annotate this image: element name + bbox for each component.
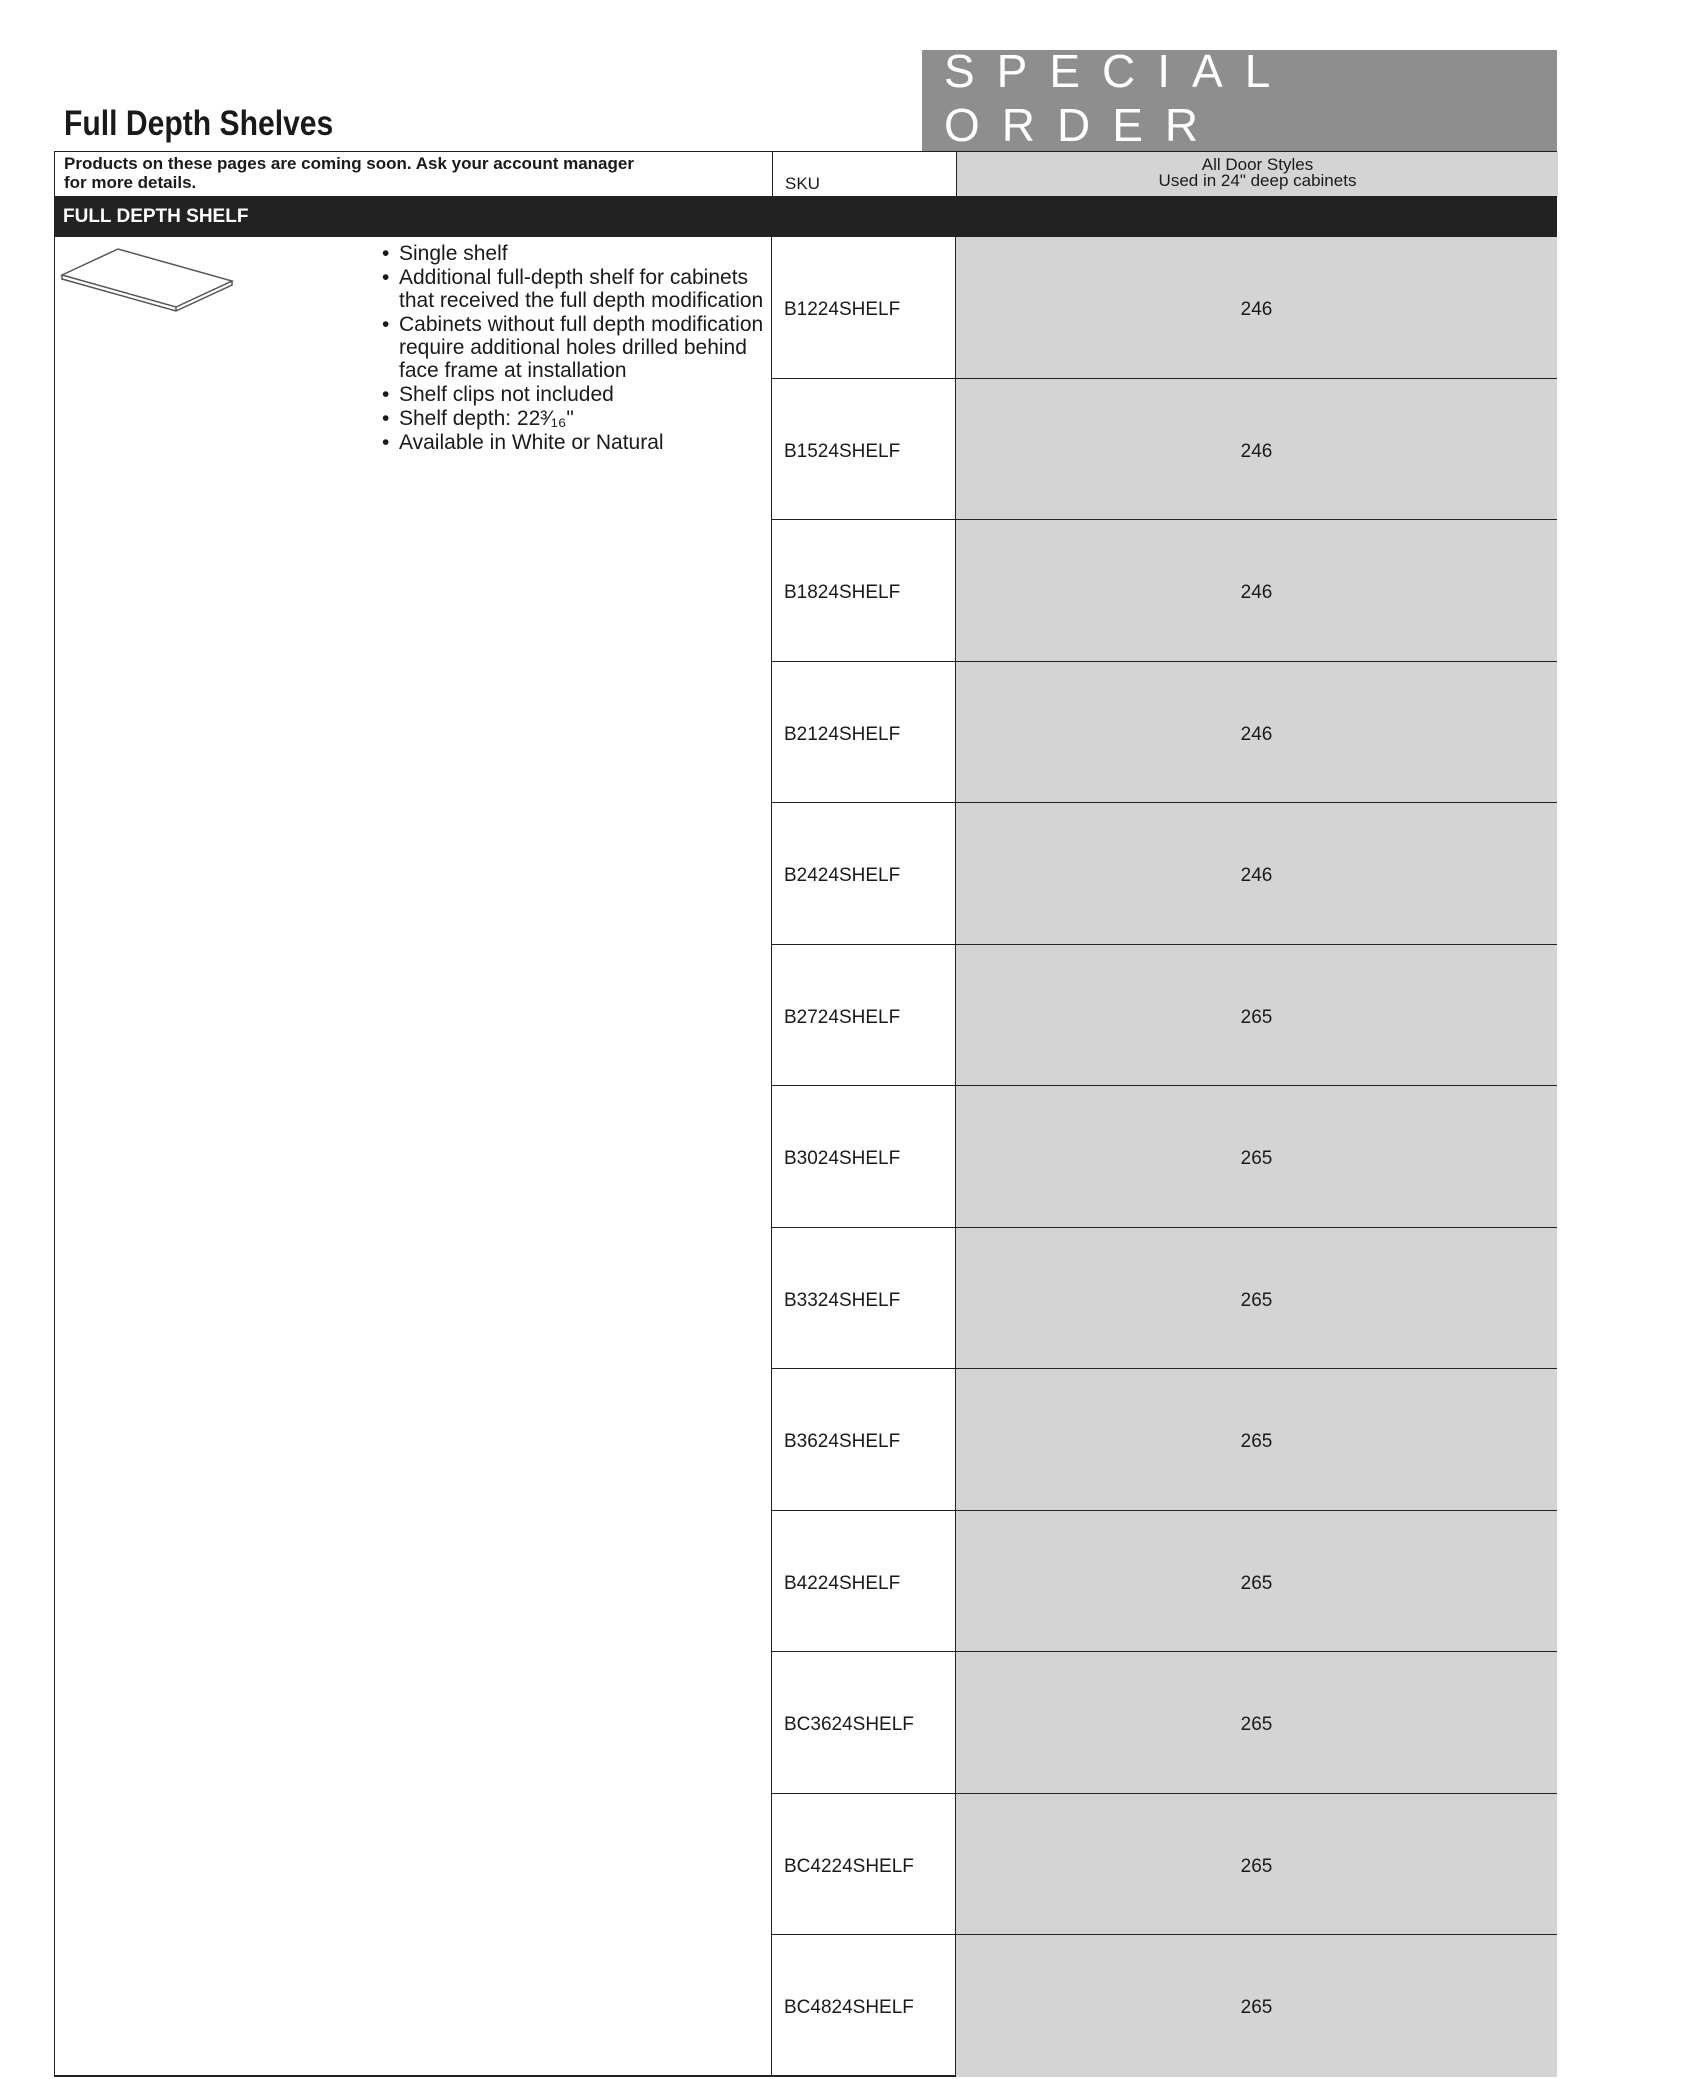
sku-value: B4224SHELF (784, 1572, 901, 1594)
price-value: 265 (1240, 1997, 1273, 2018)
sku-value: BC4824SHELF (784, 1997, 914, 2018)
sku-cell (771, 662, 955, 804)
sku-cell (771, 1086, 955, 1228)
feature-list (380, 242, 770, 455)
table-header (54, 151, 1557, 197)
price-value: 265 (1240, 1289, 1273, 1311)
sku-value: B2724SHELF (784, 1006, 901, 1028)
sku-cell (771, 1369, 955, 1511)
table-row (771, 803, 1557, 945)
sku-cell (771, 237, 955, 379)
feature-item: • Available in White or Natural (380, 431, 770, 454)
price-cell (955, 1935, 1557, 2077)
table-row (771, 1794, 1557, 1936)
table-row (771, 662, 1557, 804)
page-title: Full Depth Shelves (64, 104, 334, 143)
price-cell (955, 1086, 1557, 1228)
price-value: 265 (1240, 1006, 1273, 1028)
sku-value: B3024SHELF (784, 1148, 901, 1169)
price-header-line: All Door Styles (1201, 155, 1314, 174)
table-border-left (54, 151, 55, 2076)
feature-item: • Single shelf (380, 242, 770, 265)
section-header (54, 196, 1557, 237)
special-order-banner (922, 44, 1557, 151)
sku-value: B1524SHELF (784, 440, 901, 462)
price-cell (955, 379, 1557, 521)
price-cell (955, 1652, 1557, 1794)
sku-cell (771, 1511, 955, 1653)
table-row (771, 237, 1557, 379)
sku-cell (771, 1228, 955, 1370)
sku-header-label: SKU (785, 174, 820, 193)
price-cell (955, 1369, 1557, 1511)
table-row (771, 945, 1557, 1087)
table-row (771, 1511, 1557, 1653)
table-row (771, 1935, 1557, 2077)
price-value: 265 (1240, 1572, 1273, 1594)
price-column-header (956, 152, 1558, 197)
price-cell (955, 662, 1557, 804)
flat-shelf-icon (60, 247, 240, 319)
sku-cell (771, 803, 955, 945)
sku-cell (771, 379, 955, 521)
feature-item: • Shelf depth: 22³⁄₁₆" (380, 407, 770, 430)
table-row (771, 1086, 1557, 1228)
sku-value: BC4224SHELF (784, 1855, 914, 1877)
table-row (771, 1652, 1557, 1794)
price-cell (955, 237, 1557, 379)
feature-item: • Cabinets without full depth modification require additional holes drilled behind face frame at installation (380, 313, 770, 382)
price-value: 265 (1240, 1148, 1273, 1169)
price-value: 265 (1240, 1855, 1273, 1877)
notice-line: for more details. (64, 173, 197, 192)
table-row (771, 520, 1557, 662)
sku-value: B3324SHELF (784, 1289, 901, 1311)
feature-item: • Shelf clips not included (380, 383, 770, 406)
sku-cell (771, 945, 955, 1087)
price-header-line: Used in 24" deep cabinets (1158, 171, 1357, 190)
section-title: FULL DEPTH SHELF (63, 206, 249, 227)
price-cell (955, 945, 1557, 1087)
price-cell (955, 1228, 1557, 1370)
table-row (771, 379, 1557, 521)
table-row (771, 1369, 1557, 1511)
price-value: 246 (1240, 440, 1273, 462)
price-value: 246 (1240, 723, 1273, 745)
sku-cell (771, 1794, 955, 1936)
sku-cell (771, 1652, 955, 1794)
sku-value: B1224SHELF (784, 299, 901, 320)
sku-cell (771, 1935, 955, 2077)
feature-item: • Additional full-depth shelf for cabinets that received the full depth modification (380, 266, 770, 312)
price-value: 265 (1240, 1714, 1273, 1735)
table-row (771, 1228, 1557, 1370)
sku-value: B3624SHELF (784, 1431, 901, 1452)
availability-notice (64, 154, 764, 192)
notice-line: Products on these pages are coming soon. Ask your account manager (64, 154, 634, 173)
price-value: 246 (1240, 299, 1273, 320)
price-cell (955, 1794, 1557, 1936)
sku-column-header (772, 152, 956, 197)
sku-value: B2124SHELF (784, 723, 901, 745)
price-cell (955, 1511, 1557, 1653)
sku-price-table (771, 237, 1557, 2077)
price-value: 265 (1240, 1431, 1273, 1452)
sku-cell (771, 520, 955, 662)
banner-text: SPECIAL ORDER (944, 44, 1291, 151)
price-value: 246 (1240, 582, 1273, 603)
price-cell (955, 803, 1557, 945)
price-value: 246 (1240, 865, 1273, 886)
sku-value: B2424SHELF (784, 865, 901, 886)
sku-value: B1824SHELF (784, 582, 901, 603)
price-cell (955, 520, 1557, 662)
sku-value: BC3624SHELF (784, 1714, 914, 1735)
